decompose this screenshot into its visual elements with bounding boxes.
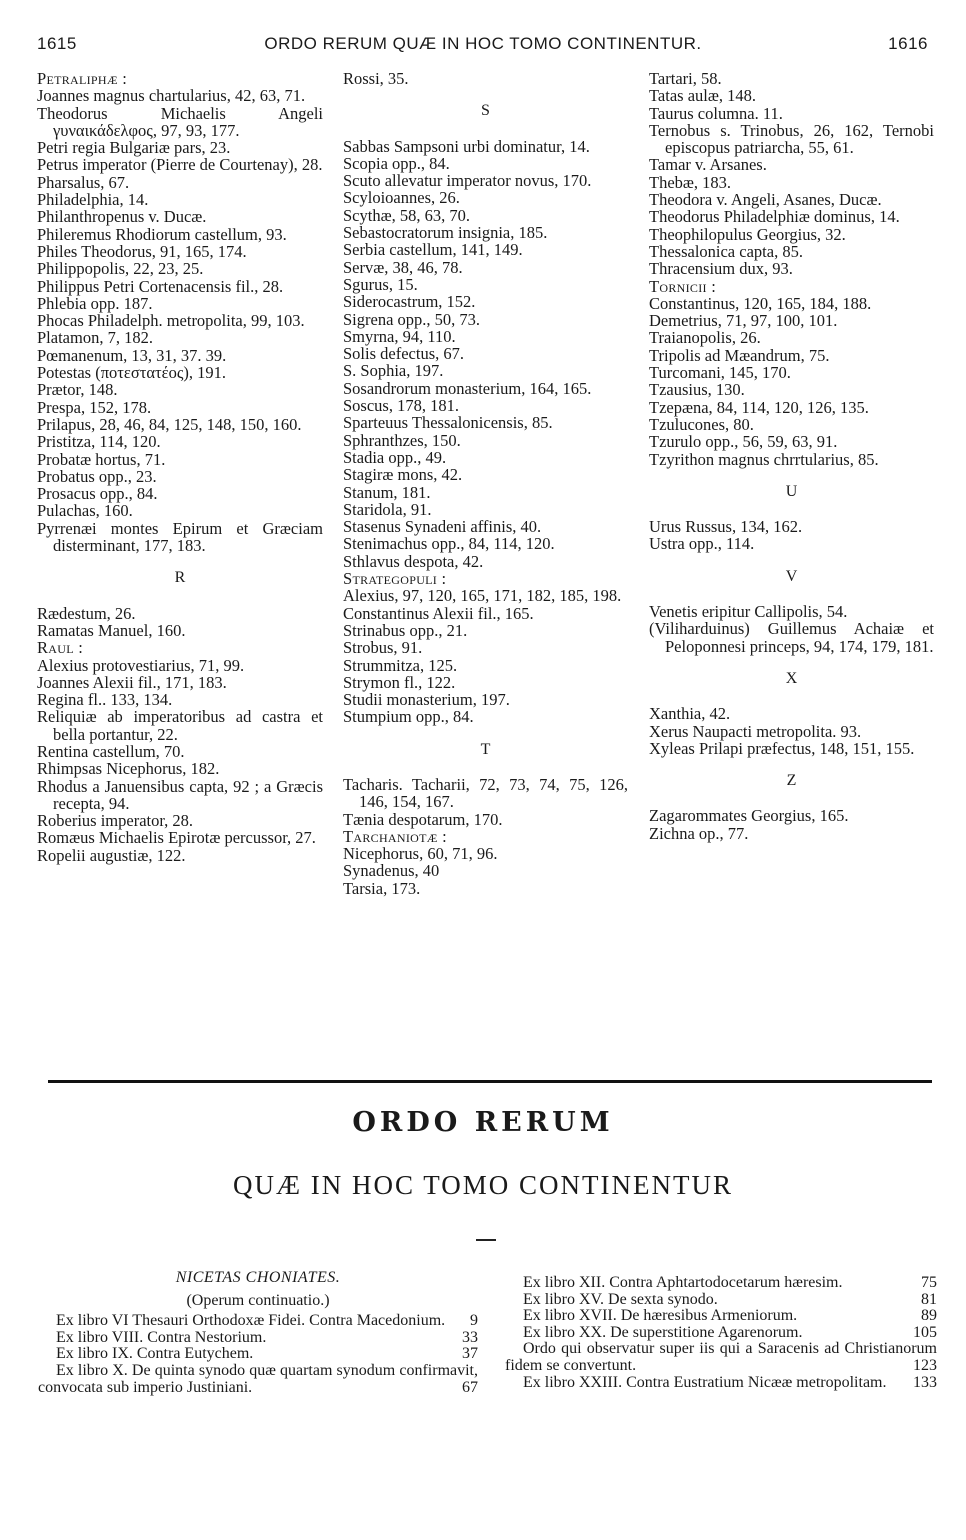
index-entry: Tatas aulæ, 148. — [649, 86, 756, 106]
index-entry: Potestas (ποτεστατέος), 191. — [37, 363, 226, 383]
index-entry: Xanthia, 42. — [649, 704, 731, 724]
index-entry: Urus Russus, 134, 162. — [649, 517, 803, 537]
toc-page-number: 105 — [913, 1323, 937, 1341]
toc-entry[interactable] — [505, 1275, 937, 1292]
section-letter: R — [174, 569, 186, 587]
index-entry: Philippus Petri Cortenacensis fil., 28. — [37, 276, 284, 296]
toc-page-number: 9 — [470, 1312, 478, 1330]
index-entry: Reliquiæ ab imperatoribus ad castra et bella portantur, 22. — [37, 707, 323, 744]
index-entry: Pharsalus, 67. — [37, 172, 130, 192]
toc-entry[interactable] — [38, 1346, 478, 1363]
index-entry: Tacharis. Tacharii, 72, 73, 74, 75, 126, 146, 154, 167. — [343, 774, 628, 812]
index-entry: Prilapus, 28, 46, 84, 125, 148, 150, 160. — [37, 414, 302, 434]
index-entry: Prosacus opp., 84. — [37, 484, 158, 504]
toc-entry[interactable] — [505, 1308, 937, 1325]
index-group-heading: Tornicii : — [649, 276, 717, 296]
index-entry: Ramatas Manuel, 160. — [37, 620, 186, 640]
index-entry: Probatæ hortus, 71. — [37, 449, 166, 469]
section-letter: V — [785, 567, 798, 585]
index-column-1 — [37, 70, 323, 864]
toc-page-number: 33 — [462, 1328, 478, 1346]
index-entry: Strobus, 91. — [343, 638, 423, 658]
index-entry: Alexius, 97, 120, 165, 171, 182, 185, 198. — [343, 586, 622, 606]
index-entry: S. Sophia, 197. — [343, 361, 444, 381]
index-entry: Sparteuus Thessalonicensis, 85. — [343, 413, 553, 433]
index-group-heading: Strategopuli : — [343, 569, 447, 589]
short-dash — [476, 1239, 496, 1241]
toc-entry-text: Ex libro XVII. De hæresibus Armeniorum. — [523, 1307, 798, 1325]
index-entry: Sabbas Sampsoni urbi dominatur, 14. — [343, 136, 590, 156]
index-group-heading: Tarchaniotæ : — [343, 826, 448, 846]
toc-entry-text: Ex libro IX. Contra Eutychem. — [56, 1345, 254, 1363]
index-entry: Constantinus Alexii fil., 165. — [343, 603, 534, 623]
index-entry: Siderocastrum, 152. — [343, 292, 476, 312]
index-column-2 — [343, 70, 628, 897]
index-entry: Venetis eripitur Callipolis, 54. — [649, 602, 848, 622]
toc-page-number: 67 — [462, 1378, 478, 1396]
index-entry: Nicephorus, 60, 71, 96. — [343, 844, 498, 864]
index-entry: Servæ, 38, 46, 78. — [343, 257, 463, 277]
index-entry: Thessalonica capta, 85. — [649, 241, 803, 261]
index-entry: Taurus columna. 11. — [649, 103, 783, 123]
index-group-heading: Raul : — [37, 638, 84, 658]
index-entry: Pœmanenum, 13, 31, 37. 39. — [37, 345, 227, 365]
index-entry: Zagarommates Georgius, 165. — [649, 806, 849, 826]
index-entry: Strinabus opp., 21. — [343, 620, 468, 640]
index-entry: Ternobus s. Trinobus, 26, 162, Ternobi episcopus patriarcha, 55, 61. — [649, 120, 934, 158]
index-entry: Stagiræ mons, 42. — [343, 465, 463, 485]
index-entry: Tzepæna, 84, 114, 120, 126, 135. — [649, 397, 869, 417]
index-entry: Scythæ, 58, 63, 70. — [343, 205, 470, 225]
section-letter: X — [785, 669, 798, 687]
toc-entry-text: Ex libro XXIII. Contra Eustratium Nicææ metropolitam. — [523, 1373, 887, 1391]
section-letter: T — [480, 740, 491, 758]
index-entry: Traianopolis, 26. — [649, 328, 761, 348]
toc-page-number: 89 — [921, 1307, 937, 1325]
page-number-right: 1616 — [888, 34, 928, 53]
index-group-heading: Petraliphæ : — [37, 69, 128, 88]
ordo-subtitle: QUÆ IN HOC TOMO CONTINENTUR — [232, 1170, 733, 1200]
index-entry: Stadia opp., 49. — [343, 447, 447, 467]
index-entry: Ustra opp., 114. — [649, 534, 755, 554]
index-entry: Thebæ, 183. — [649, 172, 732, 192]
toc-right-column — [505, 1275, 937, 1391]
index-entry: Sgurus, 15. — [343, 274, 418, 294]
toc-entry-text: Ex libro XII. Contra Aphtartodocetarum hæresim. — [523, 1274, 843, 1291]
index-entry: Scyloioannes, 26. — [343, 188, 460, 208]
index-entry: Turcomani, 145, 170. — [649, 363, 791, 383]
index-entry: Tzurulo opp., 56, 59, 63, 91. — [649, 432, 838, 452]
index-entry: Serbia castellum, 141, 149. — [343, 240, 523, 260]
index-entry: Rhimpsas Nicephorus, 182. — [37, 759, 220, 779]
index-entry: Demetrius, 71, 97, 100, 101. — [649, 311, 838, 331]
toc-entry[interactable] — [505, 1375, 937, 1392]
index-entry: Thracensium dux, 93. — [649, 259, 793, 279]
index-entry: Soscus, 178, 181. — [343, 396, 459, 416]
index-entry: Stenimachus opp., 84, 114, 120. — [343, 534, 555, 554]
index-entry: Prætor, 148. — [37, 380, 118, 400]
index-entry: Zichna op., 77. — [649, 823, 749, 843]
index-entry: Tzyrithon magnus chrrtularius, 85. — [649, 449, 879, 469]
index-entry: Pulachas, 160. — [37, 501, 133, 521]
index-entry: Constantinus, 120, 165, 184, 188. — [649, 293, 872, 313]
toc-page-number: 75 — [921, 1274, 937, 1291]
index-entry: Sebastocratorum insignia, 185. — [343, 223, 548, 243]
index-entry: Theodorus Philadelphiæ dominus, 14. — [649, 207, 900, 227]
index-entry: Joannes Alexii fil., 171, 183. — [37, 672, 227, 692]
index-entry: Stasenus Synadeni affinis, 40. — [343, 517, 542, 537]
section-divider — [48, 1080, 932, 1083]
toc-page-number: 133 — [913, 1373, 937, 1391]
index-entry: Studii monasterium, 197. — [343, 690, 510, 710]
page-number-left: 1615 — [37, 34, 77, 53]
index-entry: Philippopolis, 22, 23, 25. — [37, 259, 204, 279]
index-entry: Rædestum, 26. — [37, 603, 136, 623]
index-entry: Tamar v. Arsanes. — [649, 155, 767, 175]
toc-entry[interactable] — [505, 1341, 937, 1374]
index-entry: Ropelii augustiæ, 122. — [37, 845, 186, 865]
index-entry: Philadelphia, 14. — [37, 190, 149, 210]
index-entry: Scopia opp., 84. — [343, 153, 450, 173]
index-entry: Sigrena opp., 50, 73. — [343, 309, 481, 329]
index-entry: Sosandrorum monasterium, 164, 165. — [343, 378, 592, 398]
toc-entry-text: Ex libro XX. De superstitione Agarenorum. — [523, 1323, 803, 1341]
index-entry: Petrus imperator (Pierre de Courtenay), 28. — [37, 155, 323, 175]
index-entry: Smyrna, 94, 110. — [343, 326, 456, 346]
ordo-title: ORDO RERUM — [352, 1107, 614, 1138]
index-entry: Tripolis ad Mæandrum, 75. — [649, 345, 830, 365]
index-entry: Tartari, 58. — [649, 69, 722, 88]
index-entry: Joannes magnus chartularius, 42, 63, 71. — [37, 86, 306, 106]
index-entry: Xerus Naupacti metropolita. 93. — [649, 721, 862, 741]
index-entry: Phocas Philadelph. metropolita, 99, 103. — [37, 311, 305, 331]
index-entry: Phlebia opp. 187. — [37, 293, 153, 313]
index-column-3 — [649, 70, 934, 842]
index-entry: Phileremus Rhodiorum castellum, 93. — [37, 224, 287, 244]
index-entry: Xyleas Prilapi præfectus, 148, 151, 155. — [649, 738, 915, 758]
toc-page-number: 123 — [913, 1356, 937, 1374]
index-entry: Tarsia, 173. — [343, 878, 421, 898]
index-entry: Petri regia Bulgariæ pars, 23. — [37, 138, 231, 158]
index-entry: Romæus Michaelis Epirotæ percussor, 27. — [37, 828, 316, 848]
index-entry: Philanthropenus v. Ducæ. — [37, 207, 207, 227]
index-entry: Scuto allevatur imperator novus, 170. — [343, 171, 592, 191]
toc-entry[interactable] — [38, 1363, 478, 1396]
index-entry: Staridola, 91. — [343, 499, 432, 519]
index-entry: Rentina castellum, 70. — [37, 741, 185, 761]
index-entry: Rossi, 35. — [343, 69, 409, 88]
index-entry: Regina fl.. 133, 134. — [37, 690, 173, 710]
index-entry: Theodorus Michaelis Angeli γυναικάδελφος, 97, 93, 177. — [37, 103, 323, 140]
running-title: ORDO RERUM QUÆ IN HOC TOMO CONTINENTUR. — [264, 34, 702, 53]
toc-author: NICETAS CHONIATES. — [175, 1269, 341, 1286]
toc-entry-text: Ordo qui observatur super iis qui a Saracenis ad Christianorum fidem se convertunt. — [505, 1340, 937, 1374]
section-letter: U — [785, 482, 798, 500]
index-entry: Alexius protovestiarius, 71, 99. — [37, 655, 245, 675]
index-entry: Synadenus, 40 — [343, 861, 440, 881]
toc-entry[interactable] — [505, 1292, 937, 1309]
toc-entry[interactable] — [505, 1325, 937, 1342]
index-entry: Probatus opp., 23. — [37, 466, 157, 486]
toc-entry-text: Ex libro X. De quinta synodo quæ quartam synodum confirmavit, convocata sub imperio Justiniani. — [38, 1361, 478, 1396]
index-entry: Strymon fl., 122. — [343, 672, 456, 692]
index-entry: Sphranthzes, 150. — [343, 430, 461, 450]
index-entry: (Viliharduinus) Guillemus Achaiæ et Peloponnesi princeps, 94, 174, 179, 181. — [649, 619, 934, 656]
toc-entry[interactable] — [38, 1330, 478, 1347]
toc-subtitle: (Operum continuatio.) — [186, 1291, 330, 1309]
index-entry: Theophilopulus Georgius, 32. — [649, 224, 846, 244]
section-letter: Z — [786, 772, 797, 790]
toc-page-number: 37 — [462, 1345, 478, 1363]
toc-left-column — [38, 1270, 478, 1396]
index-entry: Sthlavus despota, 42. — [343, 551, 484, 571]
toc-entry-text: Ex libro VIII. Contra Nestorium. — [56, 1328, 267, 1346]
toc-entry-text: Ex libro VI Thesauri Orthodoxæ Fidei. Contra Macedonium. — [56, 1312, 446, 1330]
index-entry: Philes Theodorus, 91, 165, 174. — [37, 241, 247, 261]
index-entry: Platamon, 7, 182. — [37, 328, 153, 348]
index-entry: Roberius imperator, 28. — [37, 811, 194, 831]
index-entry: Prespa, 152, 178. — [37, 397, 152, 417]
index-entry: Stumpium opp., 84. — [343, 707, 474, 727]
index-entry: Pyrrenæi montes Epirum et Græciam disterminant, 177, 183. — [37, 518, 323, 556]
index-entry: Theodora v. Angeli, Asanes, Ducæ. — [649, 190, 882, 210]
index-entry: Tænia despotarum, 170. — [343, 809, 503, 829]
index-entry: Strummitza, 125. — [343, 655, 458, 675]
toc-entry[interactable] — [38, 1313, 478, 1330]
index-entry: Tzulucones, 80. — [649, 414, 754, 434]
index-entry: Rhodus a Januensibus capta, 92 ; a Græcis recepta, 94. — [37, 776, 323, 813]
index-entry: Solis defectus, 67. — [343, 344, 464, 364]
section-letter: S — [481, 102, 490, 120]
index-entry: Pristitza, 114, 120. — [37, 432, 161, 452]
toc-page-number: 81 — [921, 1290, 937, 1308]
index-entry: Tzausius, 130. — [649, 380, 745, 400]
running-header — [0, 34, 966, 58]
index-entry: Stanum, 181. — [343, 482, 431, 502]
toc-entry-text: Ex libro XV. De sexta synodo. — [523, 1290, 718, 1308]
